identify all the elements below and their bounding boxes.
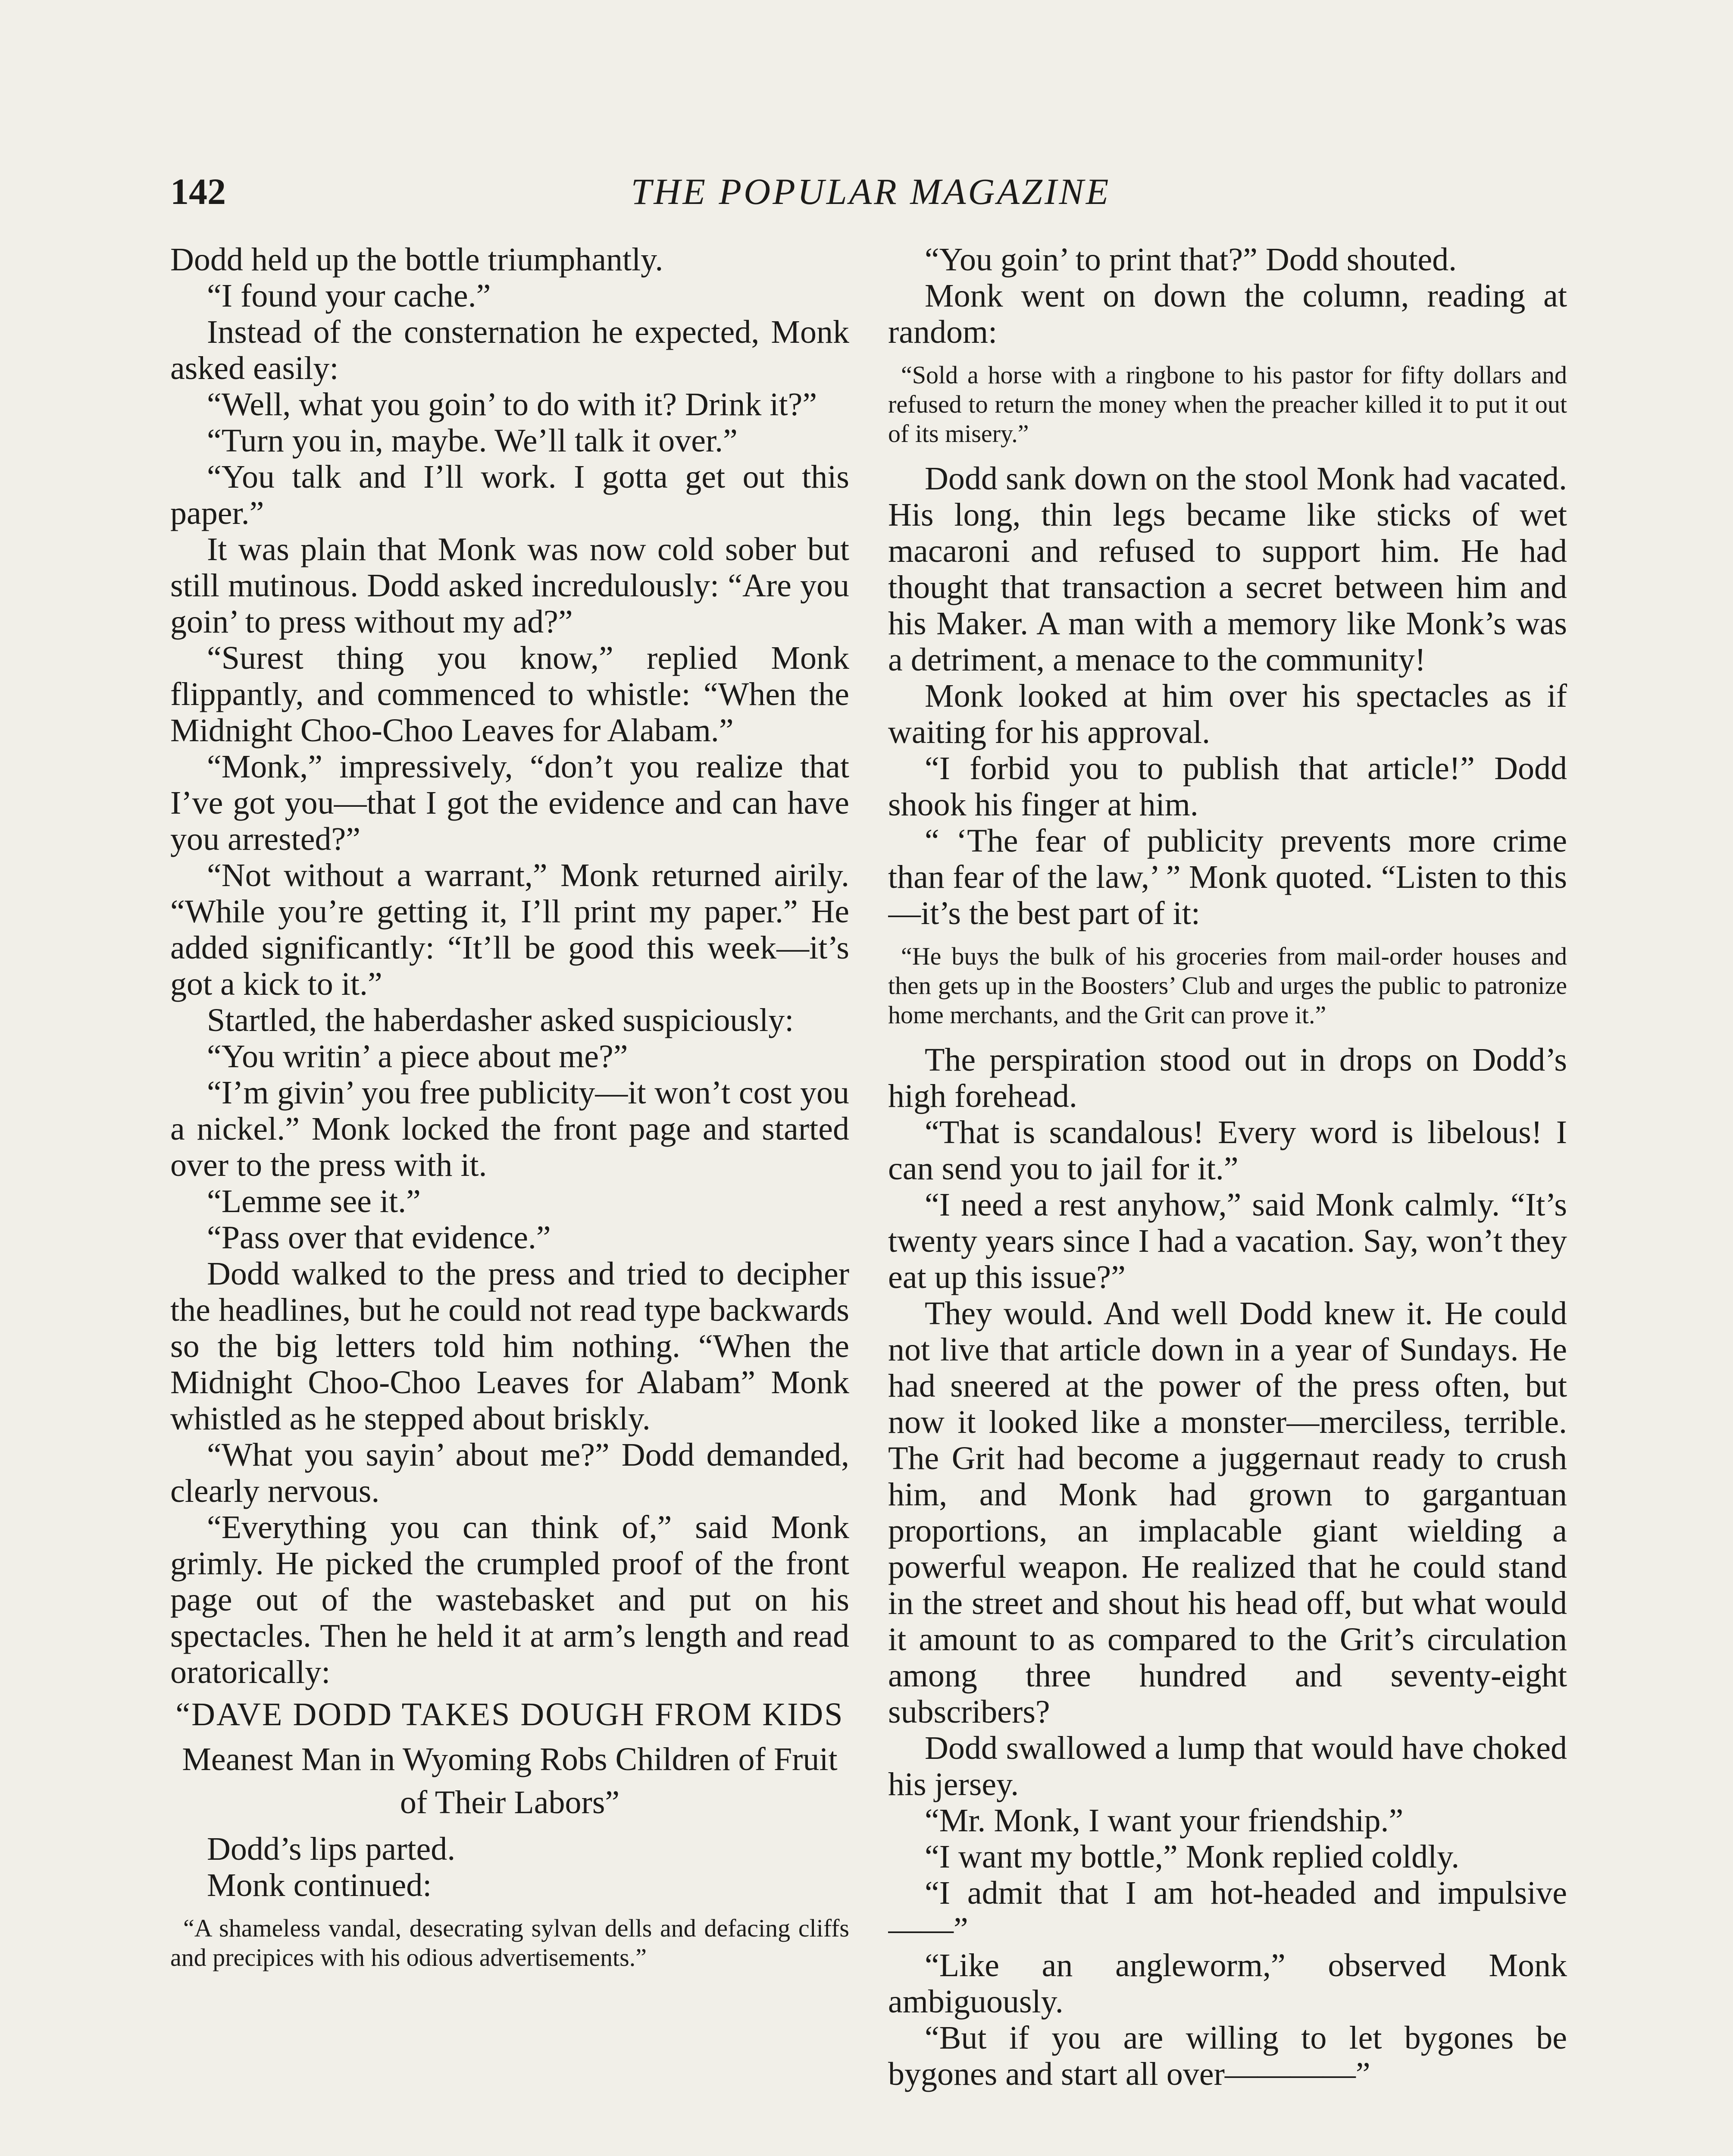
quoted-excerpt: “Sold a horse with a ringbone to his pastor for fifty dollars and refused to return the money when the preacher killed it to put it out of its misery.”	[888, 361, 1567, 448]
paragraph: “Not without a warrant,” Monk returned airily. “While you’re getting it, I’ll print my paper.” He added significantly: “It’ll be good this week—it’s got a kick to it.”	[170, 857, 849, 1002]
paragraph: “I found your cache.”	[207, 278, 491, 314]
paragraph: “Monk,” impressively, “don’t you realize that I’ve got you—that I got the evidence and can have you arrested?”	[170, 749, 849, 857]
right-column	[888, 241, 1567, 2156]
paragraph: Monk went on down the column, reading at random:	[888, 278, 1567, 350]
paragraph: They would. And well Dodd knew it. He could not live that article down in a year of Sundays. He had sneered at the power of the press often, but now it looked like a monster—merciless, terrible. The Grit had become a juggernaut ready to crush him, and Monk had grown to gargantuan proportions, an implacable giant wielding a powerful weapon. He realized that he could stand in the street and shout his head off, but what would it amount to as compared to the Grit’s circulation among three hundred and seventy-eight subscribers?	[888, 1295, 1567, 1730]
paragraph: Dodd walked to the press and tried to decipher the headlines, but he could not read type backwards so the big letters told him nothing. “When the Midnight Choo-Choo Leaves for Alabam” Monk whistled as he stepped about briskly.	[170, 1256, 849, 1437]
quoted-excerpt: “A shameless vandal, desecrating sylvan dells and defacing cliffs and precipices with his odious advertisements.”	[170, 1914, 849, 1971]
article-headline: “DAVE DODD TAKES DOUGH FROM KIDS	[175, 1696, 844, 1733]
paragraph: “I want my bottle,” Monk replied coldly.	[925, 1839, 1460, 1875]
paragraph: Dodd swallowed a lump that would have choked his jersey.	[888, 1730, 1567, 1802]
paragraph: Monk continued:	[207, 1867, 432, 1903]
paragraph: “Like an angleworm,” observed Monk ambiguously.	[888, 1947, 1567, 2020]
paragraph: It was plain that Monk was now cold sober but still mutinous. Dodd asked incredulously: “Are you goin’ to press without my ad?”	[170, 531, 849, 640]
paragraph: “You goin’ to print that?” Dodd shouted.	[925, 241, 1457, 278]
paragraph-continued: Dodd held up the bottle triumphantly.	[170, 241, 663, 278]
page-number: 142	[170, 171, 226, 212]
paragraph: “You writin’ a piece about me?”	[207, 1038, 628, 1075]
paragraph: Startled, the haberdasher asked suspiciously:	[207, 1002, 794, 1038]
paragraph: “I admit that I am hot-headed and impulsive——”	[888, 1875, 1567, 1947]
paragraph: “ ‘The fear of publicity prevents more crime than fear of the law,’ ” Monk quoted. “Listen to this—it’s the best part of it:	[888, 823, 1567, 931]
paragraph: “Mr. Monk, I want your friendship.”	[925, 1802, 1404, 1839]
paragraph: “You talk and I’ll work. I gotta get out this paper.”	[170, 459, 849, 531]
running-head: THE POPULAR MAGAZINE	[631, 171, 1111, 212]
paragraph: Dodd’s lips parted.	[207, 1831, 456, 1867]
paragraph: “I forbid you to publish that article!” Dodd shook his finger at him.	[888, 750, 1567, 823]
article-subhead: Meanest Man in Wyoming Robs Children of Fruit of Their Labors”	[182, 1741, 838, 1821]
left-column	[170, 241, 849, 2156]
paragraph: Instead of the consternation he expected, Monk asked easily:	[170, 314, 849, 386]
paragraph: “Well, what you goin’ to do with it? Drink it?”	[207, 386, 817, 423]
paragraph: The perspiration stood out in drops on Dodd’s high forehead.	[888, 1042, 1567, 1114]
paragraph: Dodd sank down on the stool Monk had vacated. His long, thin legs became like sticks of wet macaroni and refused to support him. He had thought that transaction a secret between him and his Maker. A man with a memory like Monk’s was a detriment, a menace to the community!	[888, 461, 1567, 678]
page-header	[170, 166, 1571, 217]
paragraph: “I’m givin’ you free publicity—it won’t cost you a nickel.” Monk locked the front page and started over to the press with it.	[170, 1075, 849, 1183]
paragraph: “Lemme see it.”	[207, 1183, 421, 1219]
paragraph: “I need a rest anyhow,” said Monk calmly. “It’s twenty years since I had a vacation. Say, won’t they eat up this issue?”	[888, 1187, 1567, 1295]
quoted-excerpt: “He buys the bulk of his groceries from mail-order houses and then gets up in the Boosters’ Club and urges the public to patronize home merchants, and the Grit can prove it.”	[888, 942, 1567, 1029]
paragraph: “Everything you can think of,” said Monk grimly. He picked the crumpled proof of the front page out of the wastebasket and put on his spectacles. Then he held it at arm’s length and read oratorically:	[170, 1509, 849, 1690]
paragraph: “Surest thing you know,” replied Monk flippantly, and commenced to whistle: “When the Midnight Choo-Choo Leaves for Alabam.”	[170, 640, 849, 749]
paragraph: “But if you are willing to let bygones be bygones and start all over————”	[888, 2020, 1567, 2092]
paragraph: “Pass over that evidence.”	[207, 1219, 551, 1256]
paragraph: Monk looked at him over his spectacles as if waiting for his approval.	[888, 678, 1567, 750]
paragraph: “That is scandalous! Every word is libelous! I can send you to jail for it.”	[888, 1114, 1567, 1187]
paragraph: “What you sayin’ about me?” Dodd demanded, clearly nervous.	[170, 1437, 849, 1509]
paragraph: “Turn you in, maybe. We’ll talk it over.”	[207, 423, 738, 459]
